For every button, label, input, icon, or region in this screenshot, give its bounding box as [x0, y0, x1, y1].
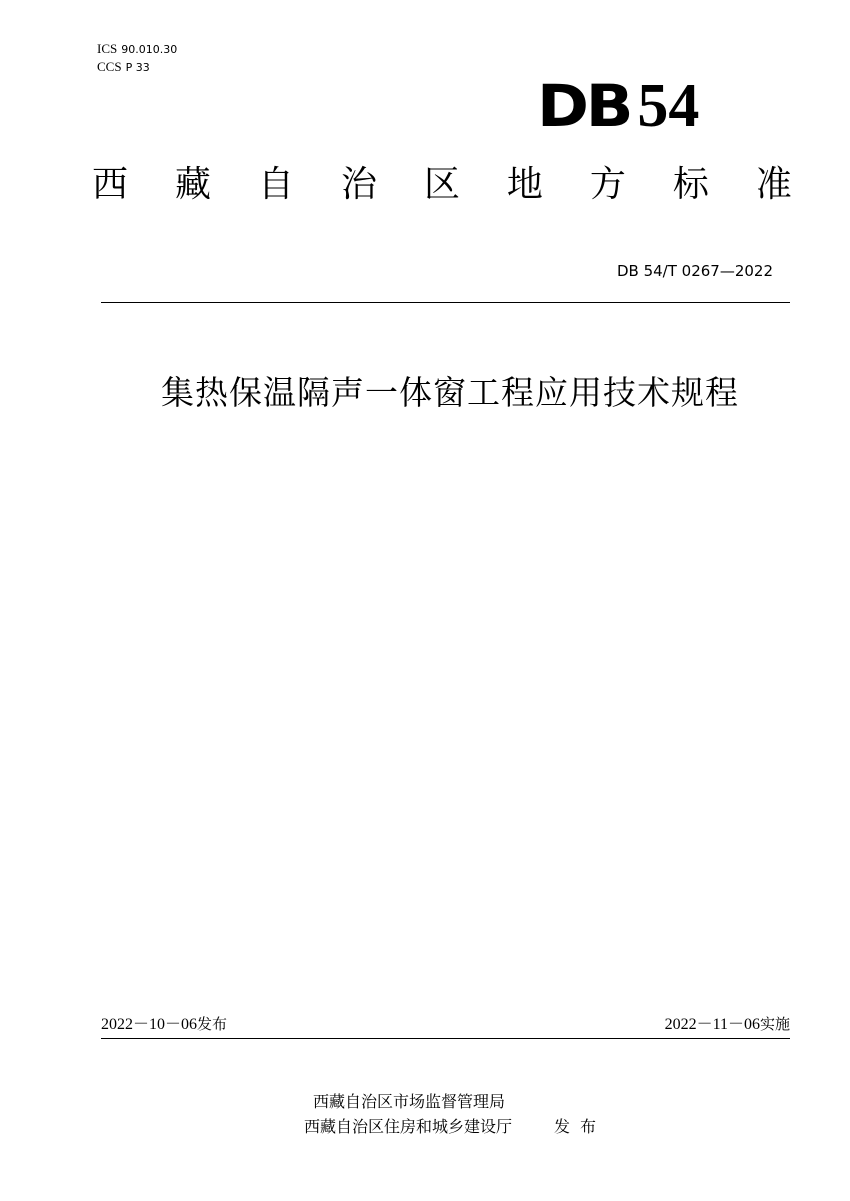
standard-type-char: 标 [672, 164, 709, 205]
db-logo [537, 72, 700, 140]
standard-type-char: 地 [506, 164, 543, 205]
implementation-date-line [665, 1014, 790, 1035]
bottom-divider [101, 1038, 790, 1039]
ics-value: 90.010.30 [121, 43, 178, 56]
ics-code [97, 40, 177, 58]
standard-type-char: 区 [423, 164, 460, 205]
implementation-label: 实施 [759, 1015, 790, 1033]
standard-type-heading [92, 162, 792, 208]
issue-date-line [101, 1014, 227, 1035]
standard-type-char: 自 [257, 164, 294, 205]
top-divider [101, 302, 790, 303]
issuer-suffix: 发布 [554, 1117, 607, 1136]
logo-prefix: DB [537, 72, 631, 140]
standard-type-char: 方 [589, 164, 626, 205]
implementation-date: 2022－11－06 [664, 1016, 760, 1033]
ccs-code [97, 58, 177, 76]
ics-label: ICS [97, 41, 118, 56]
issuer-row [304, 1114, 606, 1139]
document-title: 集热保温隔声一体窗工程应用技术规程 [161, 373, 739, 412]
issuer-second: 西藏自治区住房和城乡建设厅 [304, 1117, 513, 1136]
issuing-authorities [304, 1089, 606, 1139]
standard-type-char: 藏 [174, 164, 211, 205]
standard-type-char: 准 [755, 164, 792, 205]
issuer-first: 西藏自治区市场监督管理局 [313, 1092, 506, 1111]
ccs-value: P 33 [125, 61, 150, 74]
issuer-row [304, 1089, 606, 1114]
standard-type-char: 西 [92, 164, 129, 205]
ccs-label: CCS [97, 59, 122, 74]
standard-number: DB 54/T 0267—2022 [616, 262, 773, 280]
logo-number: 54 [637, 72, 700, 140]
classification-codes [97, 40, 177, 76]
standard-type-char: 治 [340, 164, 377, 205]
issue-label: 发布 [197, 1015, 228, 1033]
issue-date: 2022－10－06 [101, 1016, 198, 1033]
